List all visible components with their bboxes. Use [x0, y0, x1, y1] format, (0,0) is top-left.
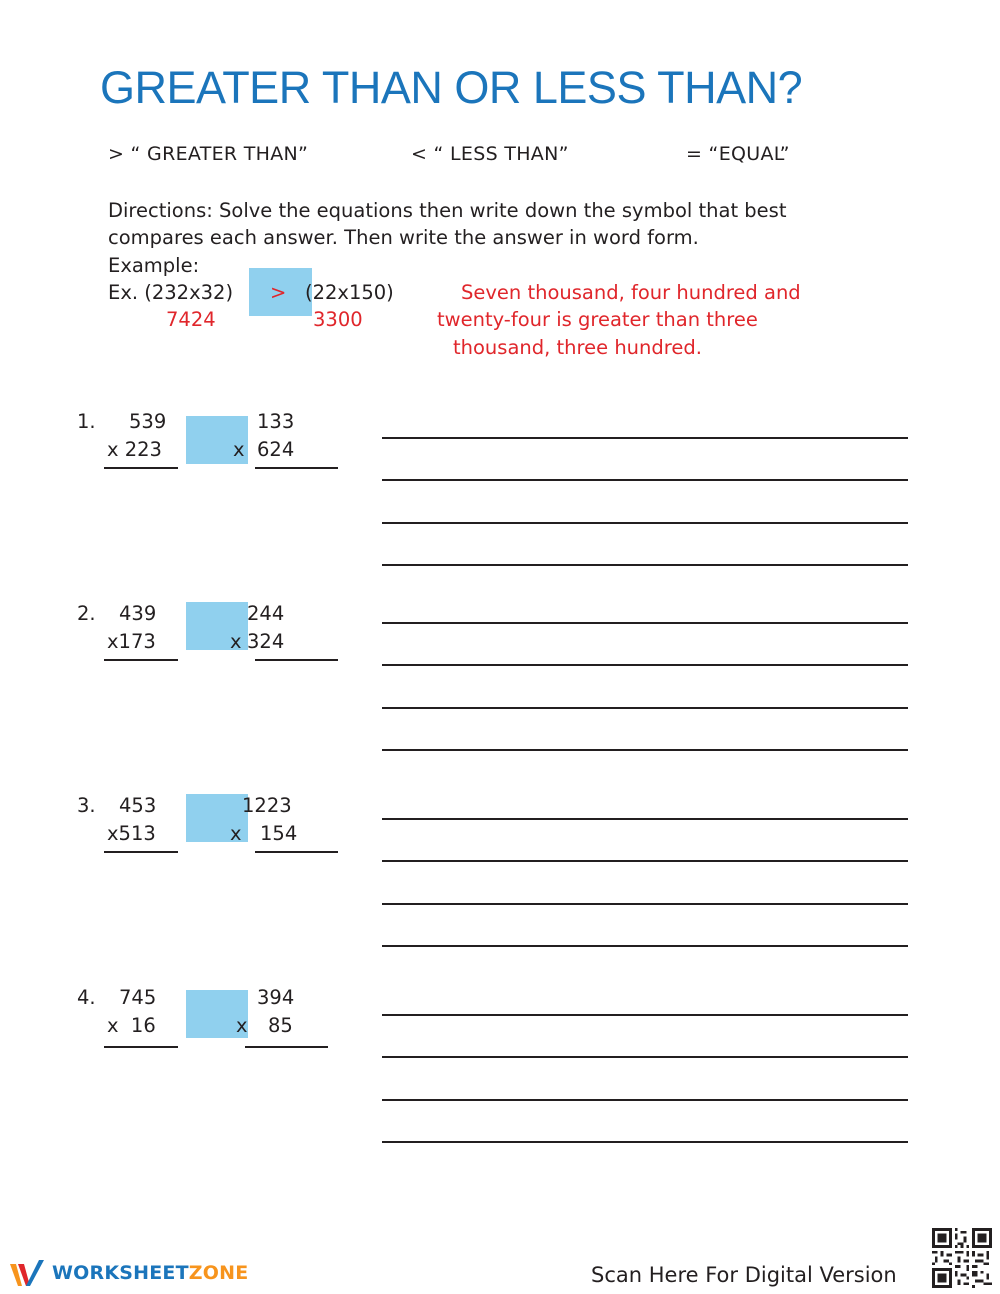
- right-sum-line: [245, 1046, 328, 1048]
- answer-writing-line[interactable]: [382, 860, 908, 862]
- left-multiplier: x 16: [107, 1014, 156, 1037]
- brand-name: [52, 1262, 248, 1284]
- example-symbol: >: [270, 281, 287, 304]
- right-sum-line: [255, 659, 338, 661]
- answer-writing-line[interactable]: [382, 479, 908, 481]
- left-multiplier: x173: [107, 630, 156, 653]
- left-sum-line: [104, 467, 178, 469]
- legend-equal: = “EQUAL”: [686, 143, 790, 165]
- example-right-expression: (22x150): [305, 281, 394, 304]
- left-sum-line: [104, 659, 178, 661]
- right-multiplier: 324: [247, 630, 285, 653]
- multiply-sign: x: [230, 630, 242, 653]
- left-multiplicand: 439: [119, 602, 157, 625]
- answer-writing-line[interactable]: [382, 664, 908, 666]
- directions-line-2: compares each answer. Then write the answer in word form.: [108, 226, 699, 249]
- answer-writing-line[interactable]: [382, 622, 908, 624]
- left-sum-line: [104, 1046, 178, 1048]
- example-label: Example:: [108, 254, 200, 277]
- example-word-line-2: twenty-four is greater than three: [437, 308, 758, 331]
- left-multiplicand: 453: [119, 794, 157, 817]
- left-multiplicand: 539: [129, 410, 167, 433]
- right-multiplicand: 244: [247, 602, 285, 625]
- answer-writing-line[interactable]: [382, 818, 908, 820]
- answer-writing-line[interactable]: [382, 1099, 908, 1101]
- left-sum-line: [104, 851, 178, 853]
- scan-instruction: Scan Here For Digital Version: [591, 1263, 897, 1287]
- problem-number: 4.: [77, 986, 96, 1009]
- example-left-answer: 7424: [166, 308, 216, 331]
- multiply-sign: x: [233, 438, 245, 461]
- example-word-line-1: Seven thousand, four hundred and: [461, 281, 801, 304]
- right-multiplicand: 1223: [242, 794, 292, 817]
- right-multiplier: 624: [257, 438, 295, 461]
- answer-writing-line[interactable]: [382, 564, 908, 566]
- answer-writing-line[interactable]: [382, 707, 908, 709]
- legend-less: < “ LESS THAN”: [411, 143, 569, 165]
- answer-writing-line[interactable]: [382, 945, 908, 947]
- directions-line-1: Directions: Solve the equations then write down the symbol that best: [108, 199, 787, 222]
- right-multiplicand: 133: [257, 410, 295, 433]
- brand-name-secondary: ZONE: [188, 1262, 249, 1284]
- example-right-answer: 3300: [313, 308, 363, 331]
- answer-writing-line[interactable]: [382, 437, 908, 439]
- problem-number: 1.: [77, 410, 96, 433]
- right-multiplier: 154: [260, 822, 298, 845]
- worksheetzone-logo-icon: [8, 1258, 48, 1290]
- right-multiplier: 85: [268, 1014, 293, 1037]
- right-sum-line: [255, 851, 338, 853]
- answer-writing-line[interactable]: [382, 1141, 908, 1143]
- example-left-expression: Ex. (232x32): [108, 281, 234, 304]
- left-multiplier: x513: [107, 822, 156, 845]
- answer-writing-line[interactable]: [382, 903, 908, 905]
- page-title: GREATER THAN OR LESS THAN?: [100, 62, 803, 113]
- multiply-sign: x: [236, 1014, 248, 1037]
- answer-writing-line[interactable]: [382, 1014, 908, 1016]
- left-multiplier: x 223: [107, 438, 162, 461]
- answer-writing-line[interactable]: [382, 1056, 908, 1058]
- answer-writing-line[interactable]: [382, 522, 908, 524]
- example-word-line-3: thousand, three hundred.: [453, 336, 702, 359]
- qr-code-icon[interactable]: [932, 1228, 992, 1288]
- multiply-sign: x: [230, 822, 242, 845]
- brand-name-primary: WORKSHEET: [52, 1262, 189, 1284]
- left-multiplicand: 745: [119, 986, 157, 1009]
- legend-greater: > “ GREATER THAN”: [108, 143, 309, 165]
- right-multiplicand: 394: [257, 986, 295, 1009]
- answer-writing-line[interactable]: [382, 749, 908, 751]
- problem-number: 2.: [77, 602, 96, 625]
- right-sum-line: [255, 467, 338, 469]
- problem-number: 3.: [77, 794, 96, 817]
